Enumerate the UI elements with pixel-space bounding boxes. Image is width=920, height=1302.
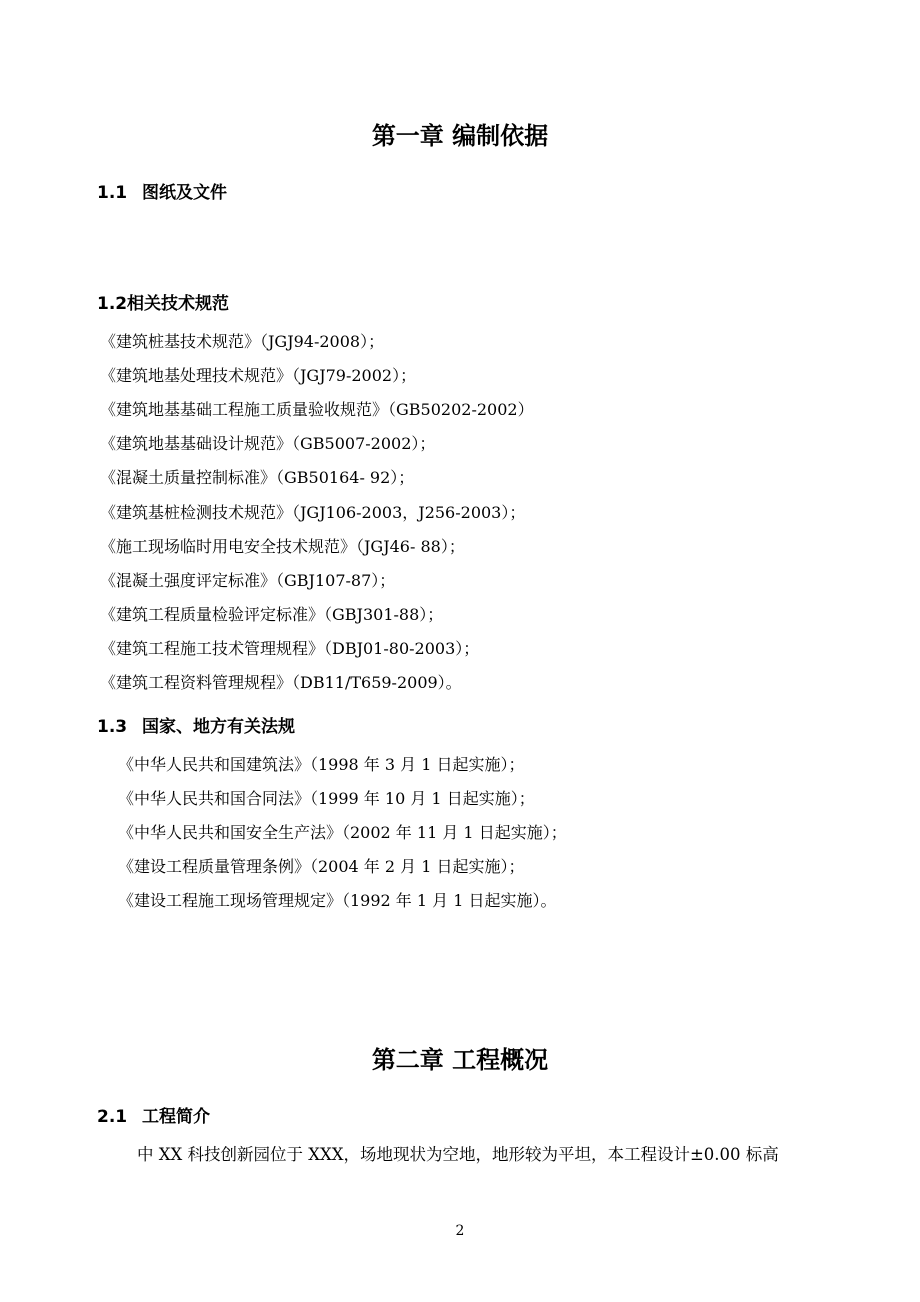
- regulation-item: 《建筑工程质量检验评定标准》（GBJ301-88）；: [100, 605, 444, 624]
- section-number: 1.1: [97, 183, 128, 203]
- law-item: 《建设工程施工现场管理规定》（1992 年 1 月 1 日起实施）。: [118, 891, 557, 910]
- regulation-item: 《建筑地基基础设计规范》（GB5007-2002）；: [100, 434, 436, 453]
- regulation-item: 《建筑地基处理技术规范》（JGJ79-2002）；: [100, 366, 417, 385]
- regulation-item: 《建筑工程施工技术管理规程》（DBJ01-80-2003）；: [100, 639, 480, 658]
- section-title: 工程简介: [142, 1107, 210, 1127]
- section-1-1-heading: [97, 182, 227, 204]
- regulation-item: 《混凝土质量控制标准》（GB50164- 92）；: [100, 468, 415, 487]
- law-item: 《中华人民共和国合同法》（1999 年 10 月 1 日起实施）；: [118, 789, 535, 808]
- regulation-item: 《建筑基桩检测技术规范》（JGJ106-2003，J256-2003）；: [100, 503, 526, 522]
- regulation-item: 《建筑地基基础工程施工质量验收规范》（GB50202-2002）: [100, 400, 534, 419]
- section-title: 相关技术规范: [127, 294, 229, 314]
- chapter-2-title: 第二章 工程概况: [371, 1046, 549, 1074]
- section-title: 国家、地方有关法规: [142, 717, 295, 737]
- chapter-1-title: 第一章 编制依据: [371, 122, 549, 150]
- law-item: 《中华人民共和国安全生产法》（2002 年 11 月 1 日起实施）；: [118, 823, 567, 842]
- section-number: 1.2: [97, 294, 128, 314]
- law-item: 《建设工程质量管理条例》（2004 年 2 月 1 日起实施）；: [118, 857, 525, 876]
- page-number: 2: [455, 1223, 465, 1239]
- law-item: 《中华人民共和国建筑法》（1998 年 3 月 1 日起实施）；: [118, 755, 525, 774]
- section-number: 1.3: [97, 717, 128, 737]
- regulation-item: 《施工现场临时用电安全技术规范》（JGJ46- 88）；: [100, 537, 465, 556]
- regulation-item: 《建筑工程资料管理规程》（DB11/T659-2009）。: [100, 673, 462, 692]
- section-title: 图纸及文件: [142, 183, 227, 203]
- project-intro-paragraph: 中 XX 科技创新园位于 XXX，场地现状为空地，地形较为平坦，本工程设计±0.00 标高: [137, 1145, 779, 1164]
- regulation-item: 《混凝土强度评定标准》（GBJ107-87）；: [100, 571, 396, 590]
- section-number: 2.1: [97, 1107, 128, 1127]
- section-1-2-heading: [97, 293, 229, 315]
- regulation-item: 《建筑桩基技术规范》（JGJ94-2008）；: [100, 332, 385, 351]
- section-2-1-heading: [97, 1106, 210, 1128]
- section-1-3-heading: [97, 716, 295, 738]
